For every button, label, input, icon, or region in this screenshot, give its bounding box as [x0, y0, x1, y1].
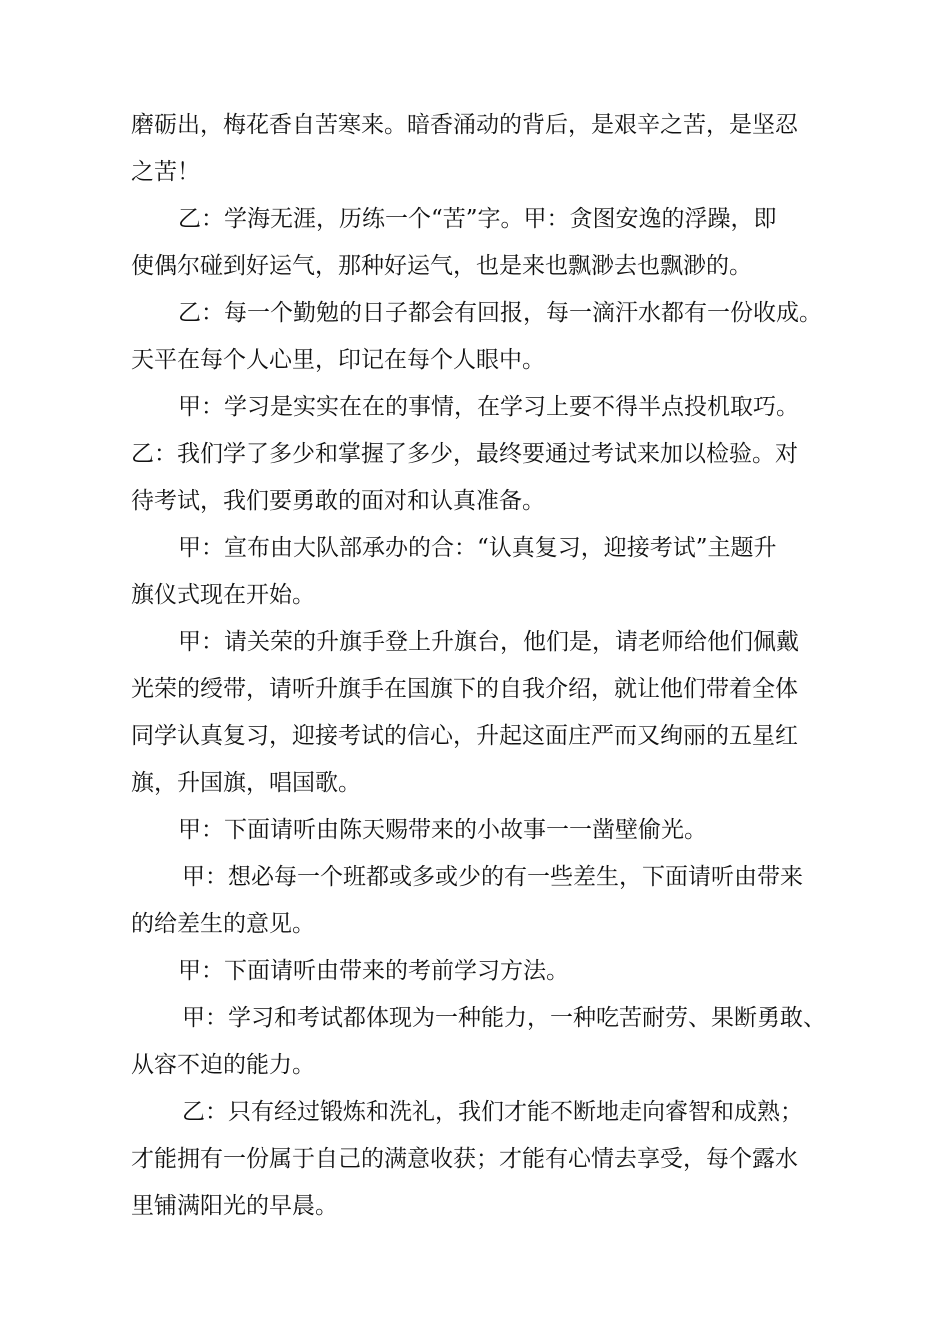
text-line: 天平在每个人心里，印记在每个人眼中。: [131, 347, 545, 373]
text-line: 乙：学海无涯，历练一个“苦”字。甲：贪图安逸的浮躁，即: [178, 206, 777, 232]
text-line: 同学认真复习，迎接考试的信心，升起这面庄严而又绚丽的五星红: [131, 723, 798, 749]
text-line: 甲：学习是实实在在的事情，在学习上要不得半点投机取巧。: [178, 394, 799, 420]
text-line: 的给差生的意见。: [131, 911, 315, 937]
text-line: 甲：下面请听由陈天赐带来的小故事一一凿壁偷光。: [178, 817, 707, 843]
text-line: 甲：请关荣的升旗手登上升旗台，他们是，请老师给他们佩戴: [178, 629, 799, 655]
text-line: 磨砺出，梅花香自苦寒来。暗香涌动的背后，是艰辛之苦，是坚忍: [131, 112, 798, 138]
text-line: 旗，升国旗，唱国歌。: [131, 770, 361, 796]
text-line: 才能拥有一份属于自己的满意收获；才能有心情去享受，每个露水: [131, 1146, 798, 1172]
text-line: 甲：学习和考试都体现为一种能力，一种吃苦耐劳、果断勇敢、: [182, 1005, 826, 1031]
text-line: 甲：下面请听由带来的考前学习方法。: [178, 958, 569, 984]
text-line: 里铺满阳光的早晨。: [131, 1193, 338, 1219]
text-line: 旗仪式现在开始。: [131, 582, 315, 608]
text-line: 待考试，我们要勇敢的面对和认真准备。: [131, 488, 545, 514]
text-line: 乙：我们学了多少和掌握了多少，最终要通过考试来加以检验。对: [131, 441, 798, 467]
text-line: 甲：宣布由大队部承办的合：“认真复习，迎接考试”主题升: [178, 535, 777, 561]
text-line: 之苦！: [131, 159, 200, 185]
text-line: 甲：想必每一个班都或多或少的有一些差生，下面请听由带来: [182, 864, 803, 890]
text-line: 光荣的绶带，请听升旗手在国旗下的自我介绍，就让他们带着全体: [131, 676, 798, 702]
text-line: 乙：每一个勤勉的日子都会有回报，每一滴汗水都有一份收成。: [178, 300, 822, 326]
text-line: 从容不迫的能力。: [131, 1052, 315, 1078]
text-line: 使偶尔碰到好运气，那种好运气，也是来也飘渺去也飘渺的。: [131, 253, 752, 279]
text-line: 乙：只有经过锻炼和洗礼，我们才能不断地走向睿智和成熟；: [182, 1099, 803, 1125]
